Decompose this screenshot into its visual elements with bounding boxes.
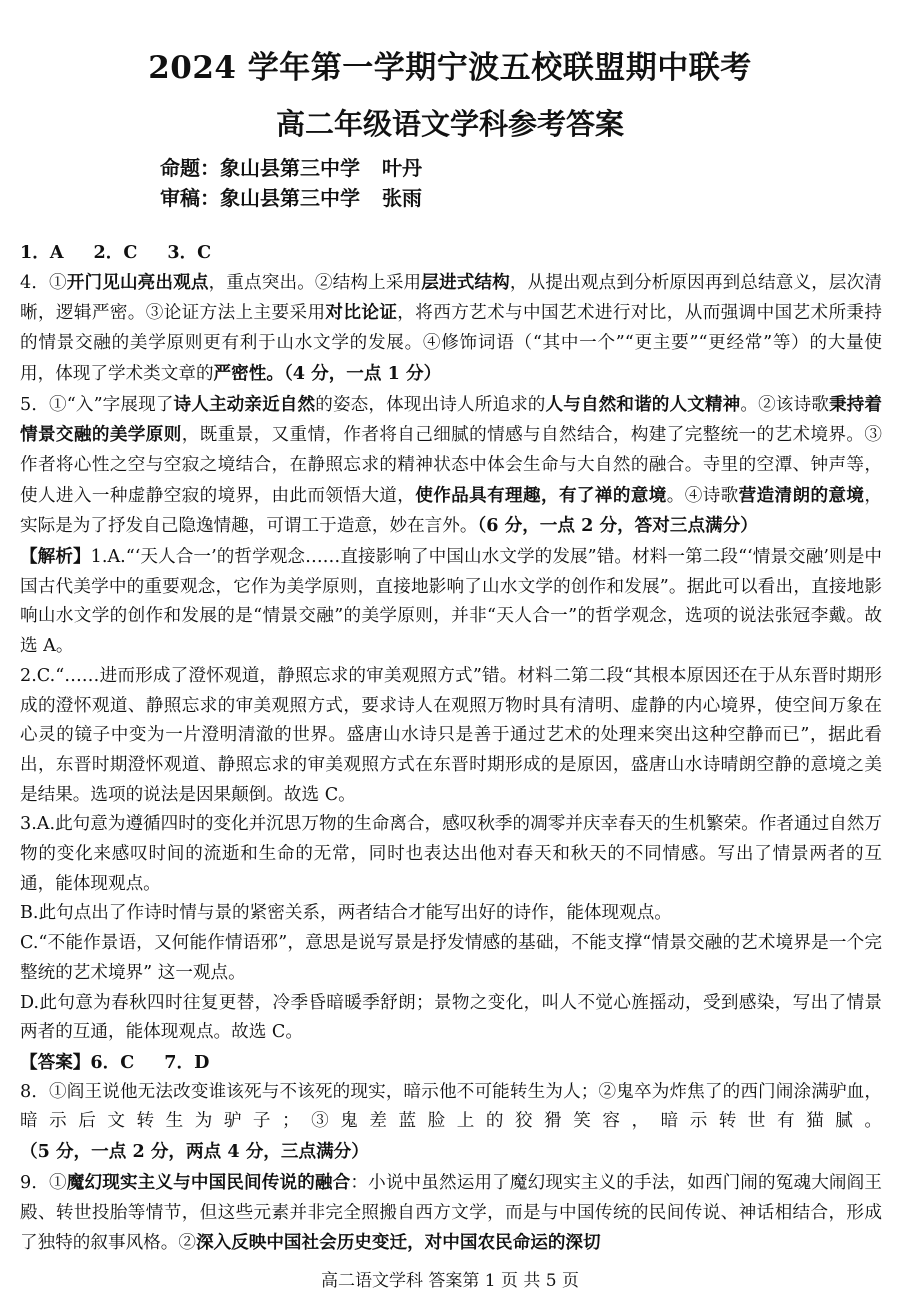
- question-5-answer: [20, 390, 882, 543]
- q5-text: 的姿态，体现出诗人所追求的: [315, 394, 546, 415]
- q4-score-note: （4 分，一点 1 分）: [283, 362, 442, 384]
- analysis-paragraph-4: B.此句点出了作诗时情与景的紧密关系，两者结合才能写出好的诗作，能体现观点。: [20, 903, 672, 924]
- q9-key-point: 魔幻现实主义与中国民间传说的融合: [66, 1171, 351, 1193]
- q5-key-point: 营造清朗的意境: [738, 484, 865, 506]
- answer-7: 7．D: [164, 1051, 210, 1073]
- q5-text: ，实际是为了抒发自己隐逸情趣，可谓工于造意，妙在言外。: [20, 485, 882, 537]
- q9-key-point: 深入反映中国社会历史变迁，对中国农民命运的深切: [195, 1232, 601, 1254]
- q4-key-point: 层进式结构: [421, 271, 510, 293]
- question-9-answer: [20, 1168, 882, 1259]
- q5-key-point: 诗人主动亲近自然: [173, 393, 316, 415]
- q4-text: ，将西方艺术与中国艺术进行对比，从而强调中国艺术所秉持的情景交融的美学原则更有利于山水文学的发展。④修饰词语（“其中一个”“更主要”“更经常”等）的大量使用，体现了学术类文章的: [20, 303, 882, 384]
- answer-body: [20, 238, 882, 1259]
- analysis-paragraph-6: D.此句意为春秋四时往复更替，冷季昏暗暖季舒朗；景物之变化，叫人不觉心旌摇动，受到感染，写出了情景两者的互通，能体现观点。故选 C。: [20, 992, 882, 1043]
- q4-text: 。: [266, 362, 284, 384]
- analysis-paragraph-1: [20, 542, 882, 662]
- q5-text: 。④诗歌: [666, 485, 739, 506]
- answer-label: 【答案】: [20, 1051, 91, 1073]
- question-4-answer: [20, 268, 882, 390]
- q5-text: 5．①“入”字展现了: [20, 394, 174, 415]
- q5-text: 。②该诗歌: [740, 394, 829, 415]
- q4-key-point: 对比论证: [325, 302, 398, 324]
- proposer-line: [160, 152, 422, 181]
- answer-2: 2．C: [93, 242, 138, 263]
- analysis-label: 【解析】: [20, 546, 91, 568]
- reviewer-name: 张雨: [382, 186, 422, 210]
- answer-3: 3．C: [167, 242, 212, 263]
- q8-score-note: （5 分，一点 2 分，两点 4 分，三点满分）: [20, 1141, 369, 1163]
- proposer-name: 叶丹: [382, 156, 422, 180]
- document-title: 2024 学年第一学期宁波五校联盟期中联考: [148, 50, 752, 86]
- page-footer: 高二语文学科 答案第 1 页 共 5 页: [320, 1271, 580, 1291]
- analysis-text: 1.A.“‘天人合一’的哲学观念……直接影响了中国山水文学的发展”错。材料一第二段“‘情景交融’则是中国古代美学中的重要观念，它作为美学原则，直接地影响了山水文学的创作和发展”。据此可以看出，直接地影响山水文学的创作和发展的是“情景交融”的美学原则，并非“天人合一”的哲学观念，选项的说法张冠李戴。故选 A。: [20, 547, 882, 657]
- q5-score-note: （6 分，一点 2 分，答对三点满分）: [477, 515, 758, 537]
- answer-6: 6．C: [90, 1051, 135, 1073]
- q4-text: ，重点突出。②结构上采用: [208, 272, 422, 293]
- answer-1: 1．A: [20, 242, 64, 263]
- analysis-paragraph-5: C.“不能作景语，又何能作情语邪”，意思是说写景是抒发情感的基础，不能支撑“情景交融的艺术境界是一个完整统的艺术境界” 这一观点。: [20, 933, 882, 983]
- q4-key-point: 严密性: [213, 362, 267, 384]
- reviewer-label: 审稿：象山县第三中学: [160, 186, 360, 210]
- q4-text: ，从提出观点到分析原因再到总结意义，层次清晰，逻辑严密。③论证方法上主要采用: [20, 272, 882, 324]
- analysis-paragraph-2: 2.C.“……进而形成了澄怀观道，静照忘求的审美观照方式”错。材料二第二段“其根本原因还在于从东晋时期形成的澄怀观道、静照忘求的审美观照方式，要求诗人在观照万物时具有清明、虚静的内心境界，使空间万象在心灵的镜子中变为一片澄明清澈的世界。盛唐山水诗只是善于通过艺术的处理来突出这种空静而已”，据此看出，东晋时期澄怀观道、静照忘求的审美观照方式在东晋时期形成的是原因，盛唐山水诗晴朗空静的意境之美是结果。选项的说法是因果颠倒。故选 C。: [20, 665, 882, 805]
- q5-key-point: 人与自然和谐的人文精神: [545, 393, 741, 415]
- q5-key-point: 使作品具有理趣，有了禅的意境: [415, 484, 667, 506]
- proposer-label: 命题：象山县第三中学: [160, 156, 360, 180]
- q9-text: ：小说中虽然运用了魔幻现实主义的手法，如西门闹的冤魂大闹阎王殿、转世投胎等情节，但这些元素并非完全照搬自西方文学，而是与中国传统的民间传说、神话相结合，形成了独特的叙事风格。②: [20, 1172, 882, 1254]
- q5-text: ，既重景，又重情，作者将自己细腻的情感与自然结合，构建了完整统一的艺术境界。③作者将心性之空与空寂之境结合，在静照忘求的精神状态中体会生命与大自然的融合。寺里的空潭、钟声等，使人进入一种虚静空寂的境界，由此而领悟大道，: [20, 425, 882, 506]
- reviewer-line: [160, 182, 422, 211]
- question-8-answer: [20, 1078, 882, 1168]
- q4-key-point: 开门见山亮出观点: [66, 271, 209, 293]
- document-subtitle: 高二年级语文学科参考答案: [275, 107, 624, 141]
- q4-text: 4．①: [20, 272, 67, 293]
- q9-text: 9．①: [20, 1172, 67, 1193]
- answers-6-7: [20, 1048, 882, 1078]
- q8-text: 8．①阎王说他无法改变谁该死与不该死的现实，暗示他不可能转生为人；②鬼卒为炸焦了的西门闹涂满驴血，暗示后文转生为驴子；③鬼差蓝脸上的狡猾笑容，暗示转世有猫腻。: [20, 1081, 882, 1132]
- answers-1-3: [20, 238, 882, 268]
- q5-key-point: 秉持着情景交融的美学原则: [20, 393, 882, 446]
- analysis-paragraph-3: 3.A.此句意为遵循四时的变化并沉思万物的生命离合，感叹秋季的凋零并庆幸春天的生机繁荣。作者通过自然万物的变化来感叹时间的流逝和生命的无常，同时也表达出他对春天和秋天的不同情感。写出了情景两者的互通，能体现观点。: [20, 814, 882, 894]
